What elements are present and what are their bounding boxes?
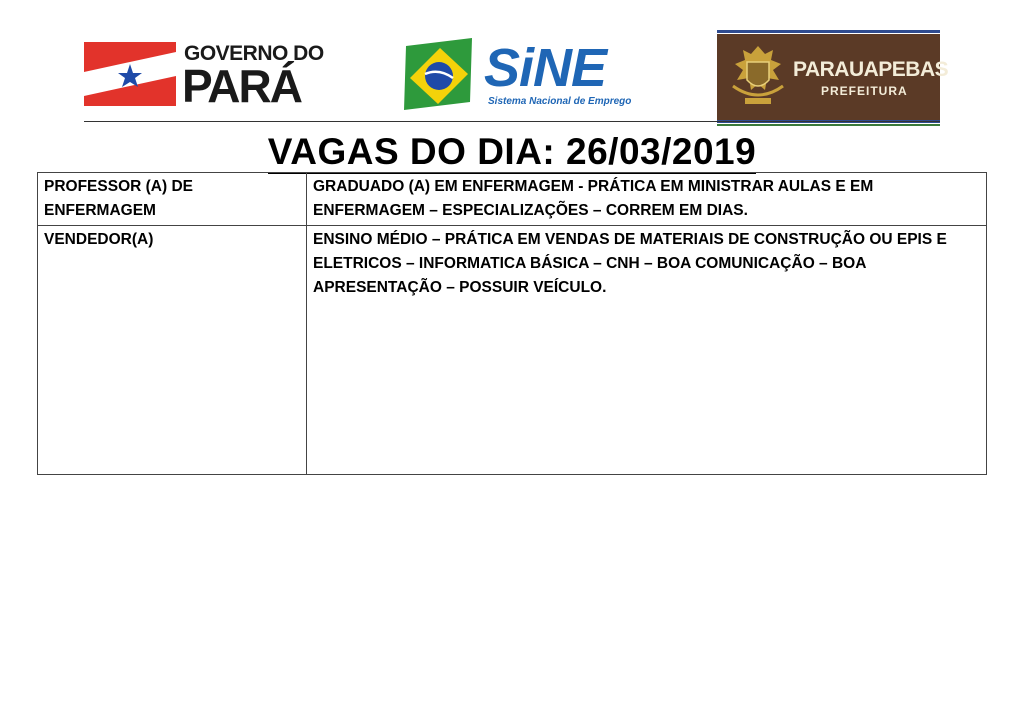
job-requirements-cell: GRADUADO (A) EM ENFERMAGEM - PRÁTICA EM MINISTRAR AULAS E EM ENFERMAGEM – ESPECIALIZAÇÕES – CORREM EM DIAS. (307, 173, 987, 226)
sine-logo-tagline: Sistema Nacional de Emprego (488, 96, 632, 107)
table-row (38, 173, 987, 226)
para-flag-icon (84, 42, 176, 106)
job-role-cell: PROFESSOR (A) DE ENFERMAGEM (38, 173, 307, 226)
brazil-flag-icon (400, 38, 476, 110)
prefeitura-parauapebas-logo (717, 34, 949, 120)
sine-logo-name: SiNE (484, 38, 607, 98)
job-requirements-cell: ENSINO MÉDIO – PRÁTICA EM VENDAS DE MATERIAIS DE CONSTRUÇÃO OU EPIS E ELETRICOS – INFORMATICA BÁSICA – CNH – BOA COMUNICAÇÃO – BOA APRESENTAÇÃO – POSSUIR VEÍCULO. (307, 226, 987, 475)
job-role-cell: VENDEDOR(A) (38, 226, 307, 475)
para-logo-line2: PARÁ (182, 60, 301, 112)
table-row (38, 226, 987, 475)
para-logo-line1: GOVERNO DO (184, 42, 324, 65)
pref-logo-sub: PREFEITURA (821, 84, 908, 98)
page-title-text: VAGAS DO DIA: 26/03/2019 (267, 131, 757, 172)
coat-of-arms-icon (727, 42, 789, 110)
sine-logo (400, 38, 640, 114)
header-divider (84, 121, 940, 122)
header-logos (84, 32, 949, 122)
pref-logo-name: PARAUAPEBAS (793, 58, 949, 81)
governo-do-para-logo (84, 40, 334, 110)
pref-top-stripe (717, 30, 940, 33)
pref-bottom-stripe-green (717, 124, 940, 126)
page-title (0, 131, 1024, 173)
jobs-table (37, 172, 987, 475)
